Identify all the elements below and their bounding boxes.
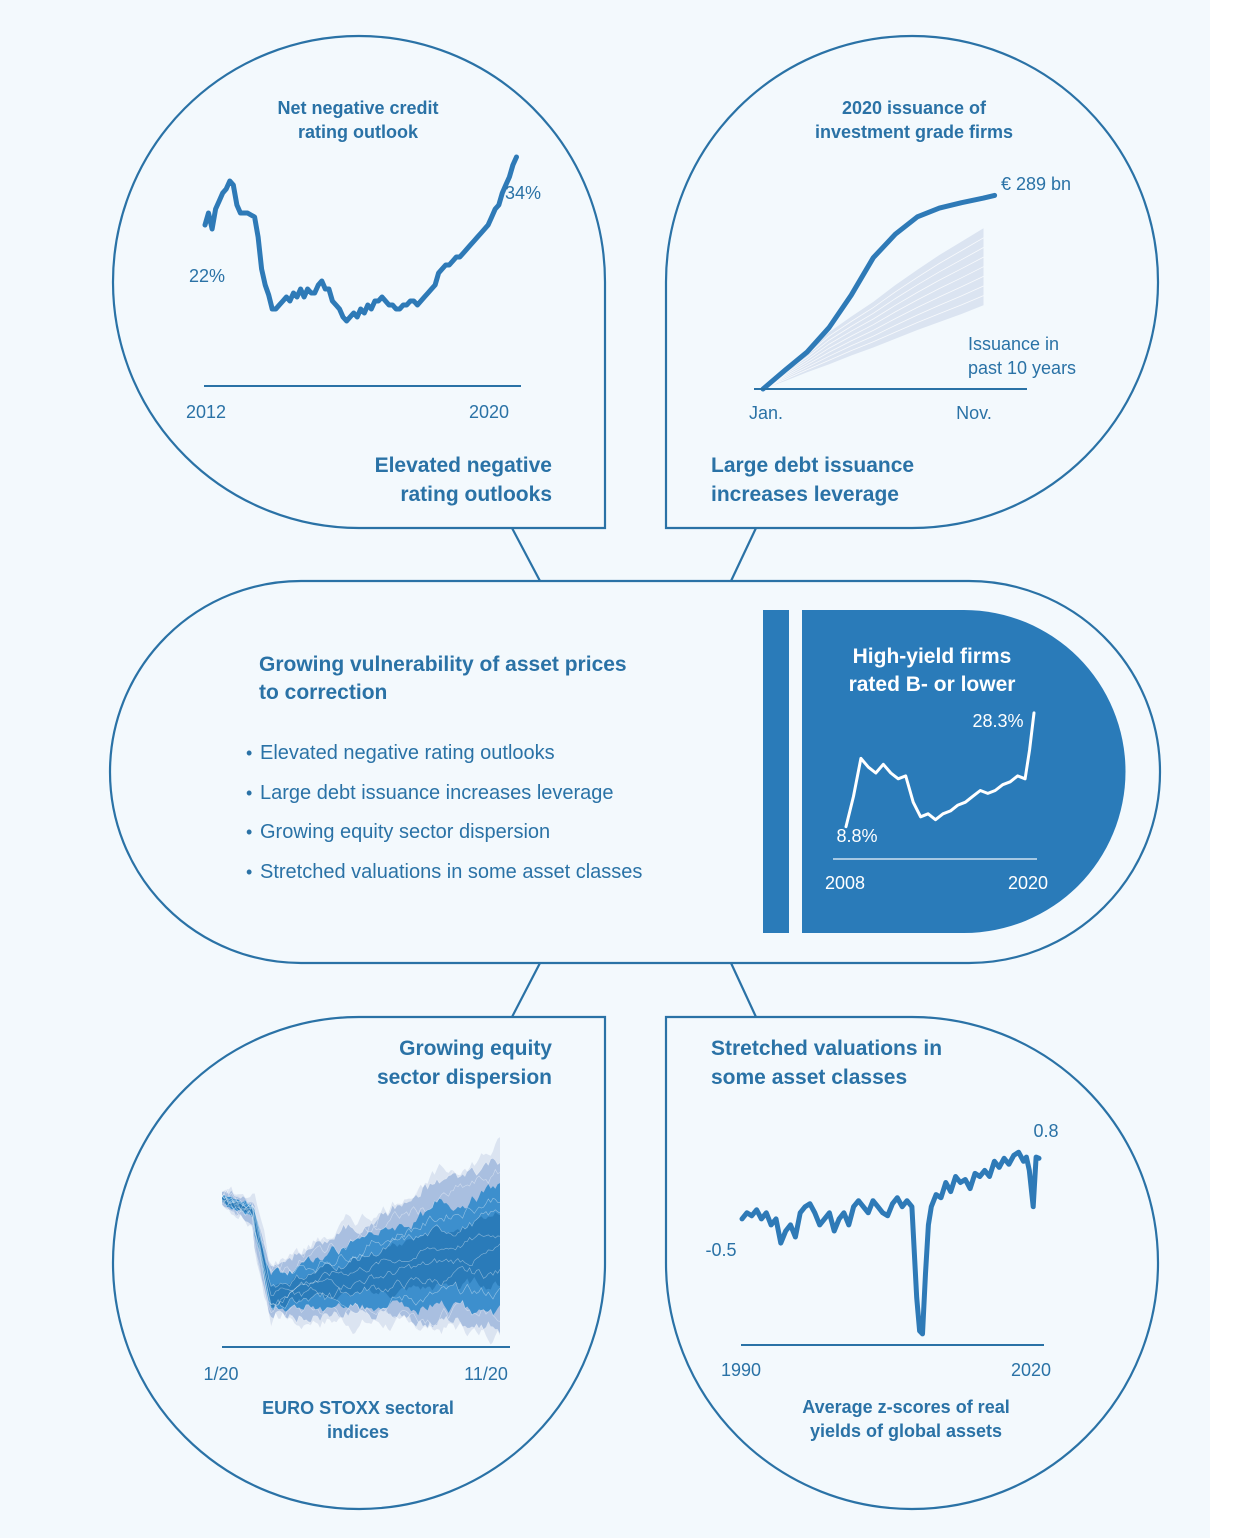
bottom-right-caption-line2: some asset classes: [711, 1066, 908, 1089]
yields-chart-plot: [742, 1152, 1039, 1334]
rating-chart-end-label: 34%: [504, 183, 542, 203]
yields-chart-x-start-label: 1990: [720, 1360, 762, 1380]
stoxx-chart-title-line1: EURO STOXX sectoral: [262, 1398, 454, 1418]
rating-chart-x-start-label: 2012: [185, 402, 227, 422]
panel-top-right: [711, 98, 1076, 506]
bullet-item: [246, 782, 614, 804]
bullet-item: [246, 742, 555, 764]
issuance-chart-plot: [763, 195, 995, 389]
issuance-chart-title-line1: 2020 issuance of: [841, 98, 987, 118]
bullet-dot: •: [246, 783, 253, 803]
bottom-left-caption-line1: Growing equity: [399, 1037, 552, 1060]
center-bullet-list: [246, 742, 642, 883]
issuance-band-label-line2: past 10 years: [968, 358, 1077, 378]
yields-chart-x-end-label: 2020: [1010, 1360, 1052, 1380]
issuance-chart-x-end-label: Nov.: [956, 403, 992, 423]
stoxx-chart-x-start-label: 1/20: [203, 1364, 239, 1384]
bullet-dot: •: [246, 862, 253, 882]
hy-chart-x-end-label: 2020: [1007, 873, 1049, 893]
rating_outlook-series-line: [205, 157, 517, 321]
connector-top-right: [731, 528, 756, 581]
top-left-caption-line1: Elevated negative: [374, 454, 552, 477]
connector-bottom-right: [731, 963, 756, 1017]
panel-bottom-left: [203, 1037, 552, 1442]
connector-bottom-left: [512, 963, 540, 1017]
bottom-right-caption-line1: Stretched valuations in: [711, 1037, 943, 1060]
hy-chart-start-label: 8.8%: [836, 826, 878, 846]
center-heading-line1: Growing vulnerability of asset prices: [259, 653, 627, 676]
top-left-caption-line2: rating outlooks: [400, 483, 552, 506]
rating-chart-start-label: 22%: [188, 266, 226, 286]
panel-top-left: [186, 98, 552, 506]
highlight-bar: [763, 610, 789, 933]
stoxx-chart-title-line2: indices: [326, 1422, 390, 1442]
bullet-text: Elevated negative rating outlooks: [260, 742, 555, 764]
hy-chart-title-line1: High-yield firms: [852, 645, 1012, 668]
stoxx-chart-plot: [222, 1137, 500, 1345]
bullet-dot: •: [246, 822, 253, 842]
top-right-caption-line2: increases leverage: [711, 483, 899, 506]
yields-chart-title-line1: Average z-scores of real: [802, 1397, 1010, 1417]
rating-chart-title-line2: rating outlook: [298, 122, 418, 142]
bullet-text: Stretched valuations in some asset classes: [260, 861, 643, 883]
hy-chart-x-start-label: 2008: [824, 873, 866, 893]
center-panel: [246, 610, 1126, 933]
bullet-text: Growing equity sector dispersion: [260, 821, 551, 843]
rating-chart-plot: [205, 157, 517, 321]
bottom-left-caption-line2: sector dispersion: [376, 1066, 552, 1089]
hy-chart-end-label: 28.3%: [972, 711, 1024, 731]
connectors: [512, 528, 756, 1017]
stoxx-chart-x-end-label: 11/20: [464, 1364, 508, 1384]
real_yields-series-line: [742, 1152, 1039, 1334]
yields-chart-end-label: 0.8: [1033, 1121, 1059, 1141]
bullet-item: [246, 821, 550, 843]
issuance-band-label-line1: Issuance in: [968, 334, 1060, 354]
bullet-dot: •: [246, 743, 253, 763]
bullet-text: Large debt issuance increases leverage: [260, 782, 614, 804]
rating-chart-title-line1: Net negative credit: [277, 98, 439, 118]
bullet-item: [246, 861, 642, 883]
issuance-chart-title-line2: investment grade firms: [814, 122, 1014, 142]
rating-chart-x-end-label: 2020: [468, 402, 510, 422]
yields-chart-title-line2: yields of global assets: [809, 1421, 1003, 1441]
connector-top-left: [512, 528, 540, 581]
panel-bottom-right: [705, 1037, 1058, 1441]
hy-chart-title-line2: rated B- or lower: [848, 673, 1016, 696]
yields-chart-start-label: -0.5: [705, 1240, 737, 1260]
issuance-chart-end-label: € 289 bn: [1001, 174, 1072, 194]
issuance-chart-x-start-label: Jan.: [748, 403, 784, 423]
top-right-caption-line1: Large debt issuance: [711, 454, 915, 477]
center-heading-line2: to correction: [259, 681, 388, 704]
